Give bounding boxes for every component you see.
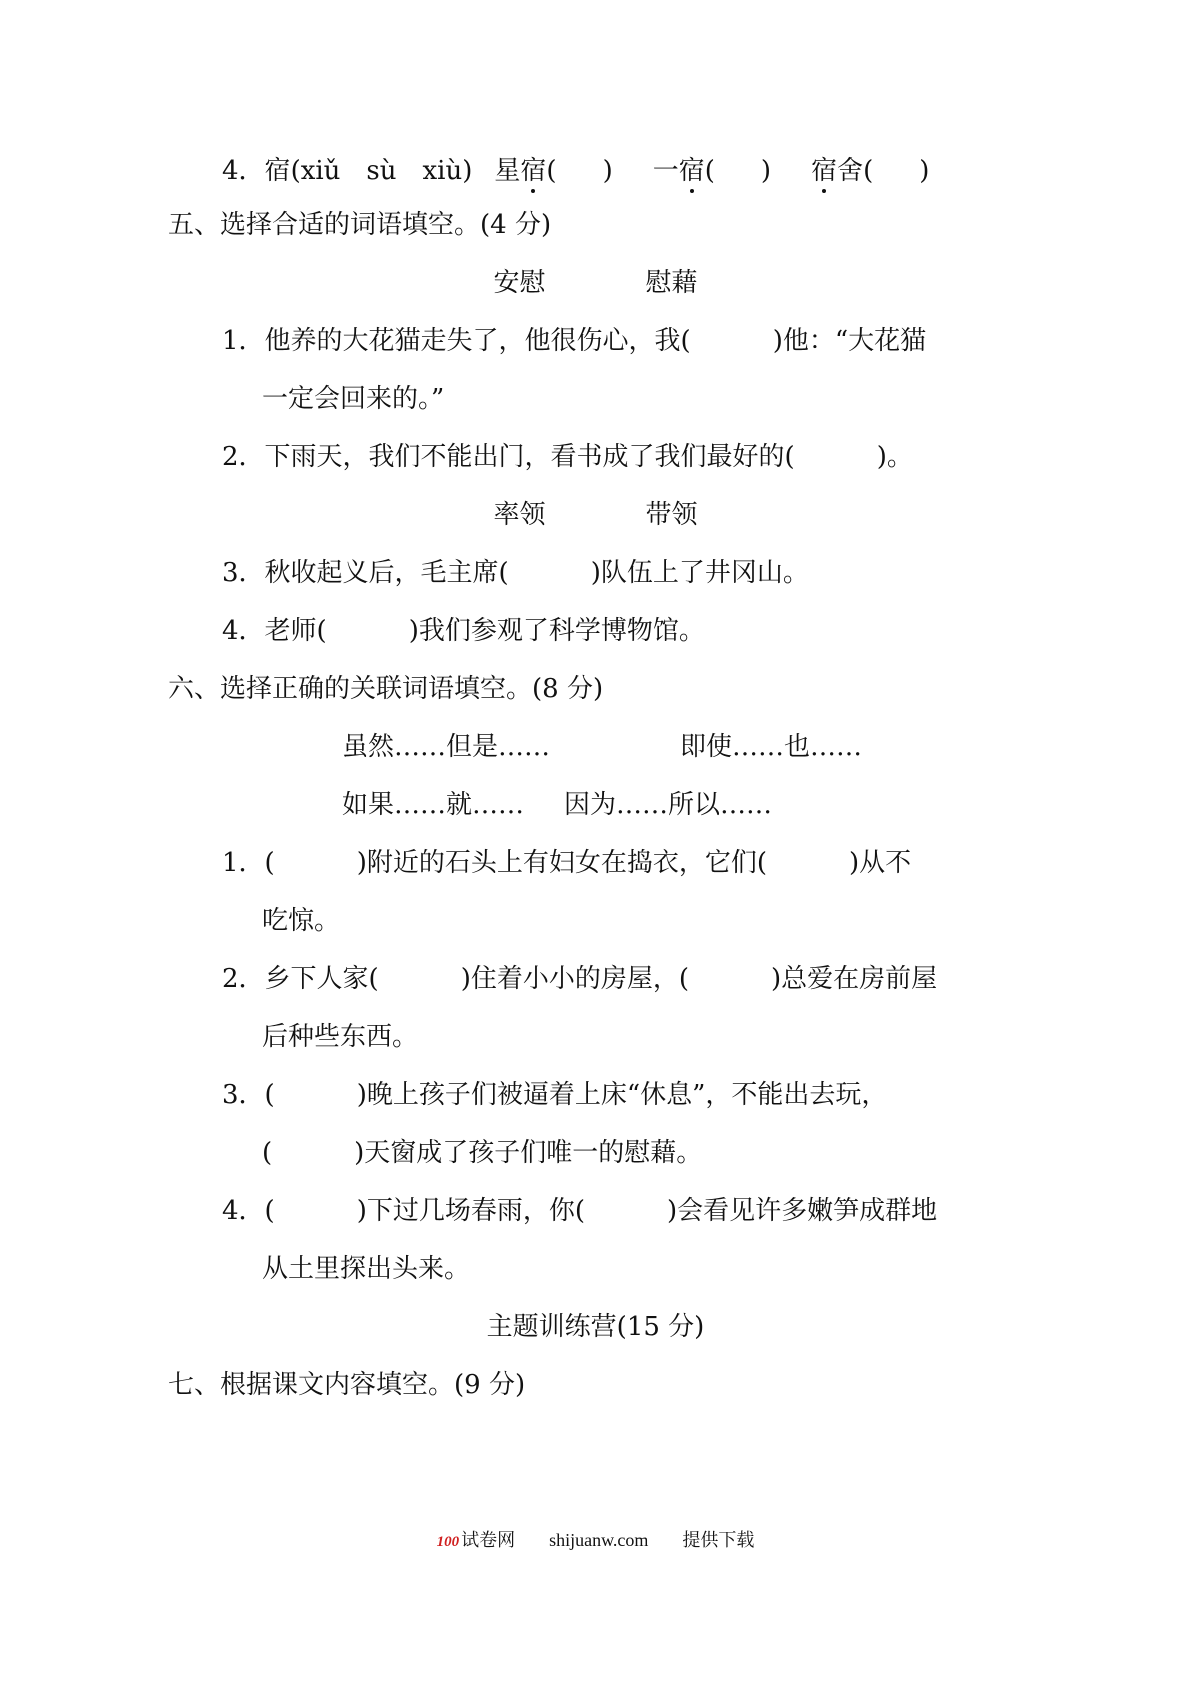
question-text: 1．他养的大花猫走失了，他很伤心，我( [222, 326, 691, 356]
answer-blank[interactable]: ( ) [863, 156, 930, 186]
pinyin-question-4 [222, 154, 929, 188]
sec6-question-4 [222, 1194, 937, 1228]
question-text: )从不 [848, 848, 912, 878]
sec6-question-4-cont: 从土里探出头来。 [262, 1254, 471, 1284]
question-text: 3．秋收起义后，毛主席( [222, 558, 509, 588]
conjunction-option: 如果……就…… [342, 790, 525, 820]
word-option: 带领 [645, 500, 698, 530]
word-part: 一 [652, 156, 679, 186]
question-text: 3．( [222, 1080, 275, 1110]
question-text: )总爱在房前屋 [770, 964, 938, 994]
sec5-question-4 [222, 614, 705, 648]
word-part: 舍 [837, 156, 864, 186]
question-text: )下过几场春雨，你( [356, 1196, 585, 1226]
question-text: )天窗成了孩子们唯一的慰藉。 [354, 1138, 703, 1168]
word-option: 慰藉 [645, 268, 698, 298]
sec6-question-2-cont: 后种些东西。 [262, 1022, 419, 1052]
conjunction-options-2 [342, 788, 772, 822]
sec5-question-1-cont: 一定会回来的。” [262, 384, 445, 414]
word-option: 安慰 [493, 268, 546, 298]
sec6-question-3-cont [262, 1136, 702, 1170]
word-option: 率领 [493, 500, 546, 530]
word-part: 星 [494, 156, 521, 186]
question-text: 2．下雨天，我们不能出门，看书成了我们最好的( [222, 442, 795, 472]
sec6-question-2 [222, 962, 937, 996]
word-options-2 [0, 498, 1191, 532]
page-footer [0, 1528, 1191, 1554]
sec6-question-3 [222, 1078, 887, 1112]
question-text: 2．乡下人家( [222, 964, 379, 994]
conjunction-option: 即使……也…… [680, 732, 863, 762]
polyphone-char: 宿 [264, 156, 291, 186]
dotted-char: 宿 [678, 156, 705, 186]
answer-blank[interactable]: ( ) [546, 156, 613, 186]
question-text: )他：“大花猫 [772, 326, 927, 356]
dotted-char: 宿 [811, 156, 838, 186]
sec5-question-3 [222, 556, 809, 590]
answer-blank[interactable]: ( ) [704, 156, 772, 186]
question-text: )会看见许多嫩笋成群地 [666, 1196, 938, 1226]
theme-section-title: 主题训练营(15 分) [486, 1312, 705, 1342]
section-6-title: 六、选择正确的关联词语填空。(8 分) [168, 674, 604, 704]
question-number: 4． [222, 156, 265, 186]
question-text: )。 [876, 442, 913, 472]
question-text: 4．老师( [222, 616, 327, 646]
question-text: 4．( [222, 1196, 275, 1226]
sec5-question-1 [222, 324, 926, 358]
sec6-question-1 [222, 846, 911, 880]
question-text: ( [262, 1138, 273, 1168]
conjunction-options-1 [342, 730, 862, 764]
question-text: )附近的石头上有妇女在捣衣，它们( [356, 848, 767, 878]
question-text: )住着小小的房屋，( [460, 964, 689, 994]
pinyin-options: (xiǔ sù xiù) [290, 156, 473, 186]
question-text: 1．( [222, 848, 275, 878]
dotted-char: 宿 [520, 156, 547, 186]
site-logo: 100 [436, 1534, 460, 1550]
site-url[interactable]: shijuanw.com [549, 1530, 649, 1550]
section-7-title: 七、根据课文内容填空。(9 分) [168, 1370, 526, 1400]
footer-note: 提供下载 [682, 1530, 755, 1550]
sec5-question-2 [222, 440, 913, 474]
conjunction-option: 虽然……但是…… [342, 732, 551, 762]
sec6-question-1-cont: 吃惊。 [262, 906, 341, 936]
conjunction-option: 因为……所以…… [564, 790, 773, 820]
site-name: 试卷网 [461, 1530, 516, 1550]
question-text: )队伍上了井冈山。 [590, 558, 809, 588]
word-options-1 [0, 266, 1191, 300]
section-5-title: 五、选择合适的词语填空。(4 分) [168, 210, 552, 240]
question-text: )晚上孩子们被逼着上床“休息”，不能出去玩， [356, 1080, 888, 1110]
question-text: )我们参观了科学博物馆。 [408, 616, 705, 646]
